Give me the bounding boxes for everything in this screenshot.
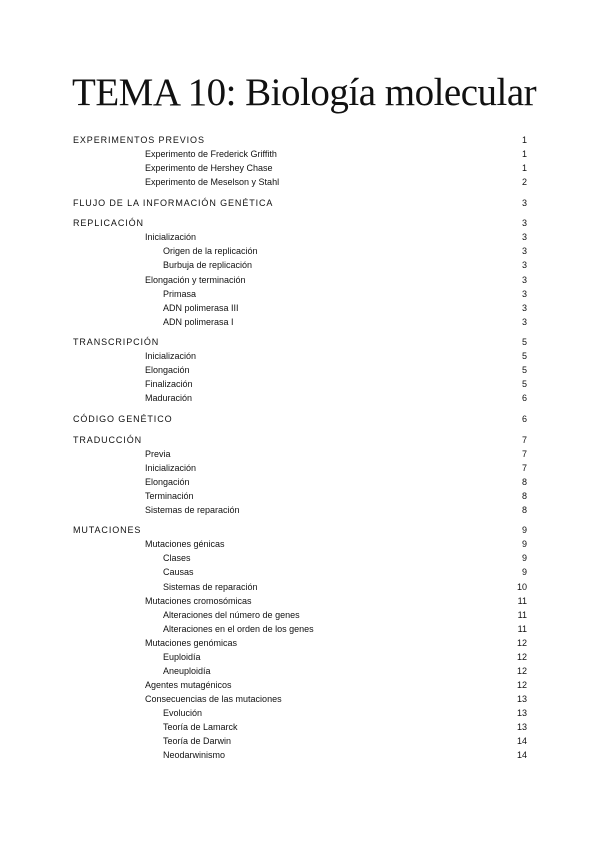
toc-page-number: 1	[521, 163, 527, 174]
toc-entry-label: Inicialización	[145, 462, 197, 473]
toc-entry[interactable]	[0, 594, 600, 608]
toc-page-number: 14	[516, 750, 527, 760]
toc-entry[interactable]	[0, 349, 600, 363]
toc-entry-label: Experimento de Meselson y Stahl	[145, 177, 280, 188]
toc-page-number: 11	[517, 595, 527, 606]
toc-entry-label: Clases	[163, 553, 191, 564]
toc-section-entry[interactable]	[0, 433, 600, 447]
toc-page-number: 9	[521, 567, 527, 578]
toc-page-number: 12	[516, 665, 527, 676]
toc-entry[interactable]	[0, 461, 600, 475]
toc-entry-label: Burbuja de replicación	[163, 260, 253, 271]
toc-section-entry[interactable]	[0, 133, 600, 147]
toc-entry[interactable]	[0, 748, 600, 762]
toc-page-number: 3	[521, 260, 527, 271]
toc-page-number: 6	[521, 393, 527, 404]
toc-section-entry[interactable]	[0, 523, 600, 537]
toc-entry[interactable]	[0, 608, 600, 622]
toc-entry-label: Mutaciones genómicas	[145, 637, 238, 648]
toc-entry[interactable]	[0, 258, 600, 272]
toc-page-number: 8	[521, 504, 527, 515]
toc-page-number: 8	[521, 476, 527, 487]
toc-entry[interactable]	[0, 475, 600, 489]
toc-entry[interactable]	[0, 287, 600, 301]
toc-page-number: 5	[521, 365, 527, 376]
toc-page-number: 8	[521, 490, 527, 501]
toc-entry-label: ADN polimerasa III	[163, 302, 239, 313]
toc-entry-label: Elongación	[145, 476, 190, 487]
toc-page-number: 3	[521, 232, 527, 243]
toc-entry-label: Mutaciones cromosómicas	[145, 595, 252, 606]
toc-entry[interactable]	[0, 565, 600, 579]
toc-entry[interactable]	[0, 489, 600, 503]
toc-entry-label: ADN polimerasa I	[163, 316, 234, 327]
toc-entry-label: Sistemas de reparación	[163, 581, 258, 592]
toc-page-number: 9	[521, 539, 527, 550]
toc-entry-label: Maduración	[145, 393, 193, 404]
toc-entry[interactable]	[0, 622, 600, 636]
toc-entry[interactable]	[0, 447, 600, 461]
toc-entry-label: Sistemas de reparación	[145, 504, 240, 515]
toc-page-number: 3	[521, 316, 527, 327]
toc-entry-label: Consecuencias de las mutaciones	[145, 693, 282, 704]
toc-page-number: 3	[521, 302, 527, 313]
toc-page-number: 3	[521, 218, 527, 229]
toc-page-number: 1	[521, 149, 527, 160]
toc-entry-label: Teoría de Darwin	[163, 736, 232, 746]
toc-entry-label: Euploidía	[163, 651, 201, 662]
toc-entry-label: Aneuploidía	[163, 665, 211, 676]
toc-entry-label: EXPERIMENTOS PREVIOS	[73, 135, 205, 145]
toc-entry-label: FLUJO DE LA INFORMACIÓN GENÉTICA	[73, 197, 274, 208]
toc-entry[interactable]	[0, 503, 600, 517]
toc-entry[interactable]	[0, 706, 600, 720]
toc-entry[interactable]	[0, 244, 600, 258]
toc-entry-label: Mutaciones génicas	[145, 539, 225, 550]
toc-entry-label: Neodarwinismo	[163, 750, 226, 760]
toc-entry-label: Primasa	[163, 288, 197, 299]
toc-page-number: 12	[516, 651, 527, 662]
toc-page-number: 5	[521, 337, 527, 348]
toc-page-number: 11	[517, 609, 527, 620]
toc-entry-label: Agentes mutagénicos	[145, 679, 232, 690]
toc-entry[interactable]	[0, 636, 600, 650]
toc-entry[interactable]	[0, 580, 600, 594]
toc-page-number: 2	[521, 177, 527, 188]
toc-page-number: 3	[521, 274, 527, 285]
toc-entry-label: Causas	[163, 567, 194, 578]
toc-entry-label: REPLICACIÓN	[73, 218, 144, 229]
toc-entry[interactable]	[0, 650, 600, 664]
toc-entry[interactable]	[0, 147, 600, 161]
toc-entry-label: MUTACIONES	[73, 525, 142, 536]
toc-page-number: 12	[516, 679, 527, 690]
toc-entry-label: Previa	[145, 448, 171, 459]
toc-entry[interactable]	[0, 175, 600, 189]
toc-entry-label: Experimento de Hershey Chase	[145, 163, 273, 174]
toc-page-number: 13	[516, 693, 527, 704]
toc-page-number: 12	[516, 637, 527, 648]
toc-entry[interactable]	[0, 551, 600, 565]
toc-section-entry[interactable]	[0, 335, 600, 349]
toc-entry-label: Alteraciones en el orden de los genes	[163, 623, 314, 634]
toc-section-entry[interactable]	[0, 196, 600, 210]
toc-page-number: 3	[521, 246, 527, 257]
toc-entry-label: Finalización	[145, 379, 193, 390]
toc-page-number: 10	[516, 581, 527, 592]
toc-entry-label: Alteraciones del número de genes	[163, 609, 300, 620]
toc-entry[interactable]	[0, 161, 600, 175]
document-title: TEMA 10: Biología molecular	[72, 71, 537, 114]
toc-page-number: 3	[521, 288, 527, 299]
toc-entry[interactable]	[0, 301, 600, 315]
toc-section-entry[interactable]	[0, 412, 600, 426]
toc-entry-label: Teoría de Lamarck	[163, 721, 238, 732]
toc-entry[interactable]	[0, 692, 600, 706]
toc-page-number: 5	[521, 379, 527, 390]
toc-entry[interactable]	[0, 391, 600, 405]
toc-entry[interactable]	[0, 273, 600, 287]
toc-page-number: 3	[521, 197, 527, 208]
toc-page-number: 9	[521, 525, 527, 536]
toc-entry[interactable]	[0, 720, 600, 734]
toc-entry-label: TRANSCRIPCIÓN	[73, 337, 160, 348]
toc-page-number: 7	[521, 448, 527, 459]
toc-entry[interactable]	[0, 537, 600, 551]
toc-page-number: 6	[521, 413, 527, 424]
toc-entry-label: TRADUCCIÓN	[73, 434, 142, 445]
toc-section-entry[interactable]	[0, 216, 600, 230]
toc-entry-label: Elongación y terminación	[145, 274, 246, 285]
toc-entry-label: Origen de la replicación	[163, 246, 258, 257]
toc-entry[interactable]	[0, 377, 600, 391]
toc-entry[interactable]	[0, 315, 600, 329]
toc-entry-label: CÓDIGO GENÉTICO	[73, 413, 173, 424]
toc-entry[interactable]	[0, 734, 600, 748]
toc-page-number: 14	[516, 736, 527, 746]
toc-entry-label: Evolución	[163, 707, 203, 718]
toc-entry-label: Elongación	[145, 365, 190, 376]
toc-entry-label: Terminación	[145, 490, 194, 501]
toc-page-number: 7	[521, 462, 527, 473]
toc-entry[interactable]	[0, 230, 600, 244]
toc-page-number: 5	[521, 351, 527, 362]
toc-page-number: 1	[521, 135, 527, 145]
toc-page-number: 9	[521, 553, 527, 564]
toc-entry[interactable]	[0, 678, 600, 692]
toc-entry[interactable]	[0, 664, 600, 678]
toc-entry[interactable]	[0, 363, 600, 377]
toc-entry-label: Inicialización	[145, 232, 197, 243]
toc-page-number: 11	[517, 623, 527, 634]
toc-entry-label: Inicialización	[145, 351, 197, 362]
toc-page-number: 13	[516, 721, 527, 732]
toc-entry-label: Experimento de Frederick Griffith	[145, 149, 277, 160]
toc-page-number: 7	[521, 434, 527, 445]
toc-page-number: 13	[516, 707, 527, 718]
